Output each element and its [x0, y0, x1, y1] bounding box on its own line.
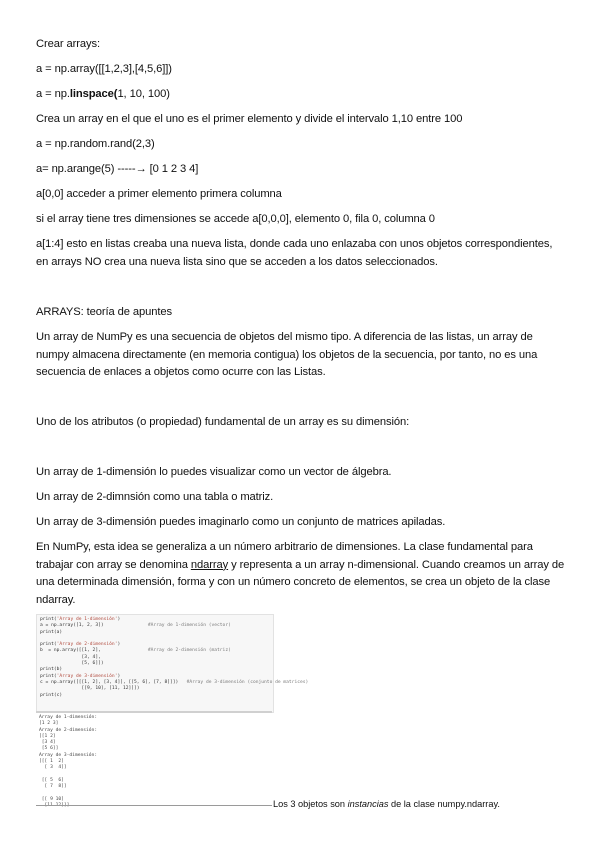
line-np-array: a = np.array([[1,2,3],[4,5,6]]) [36, 63, 172, 75]
line-np-arange: a= np.arange(5) -----→ [0 1 2 3 4] [36, 163, 199, 175]
line-slicing: a[1:4] esto en listas creaba una nueva lista, donde cada uno enlazaba con unos objetos correspondientes, en arrays NO crea una nueva lista sino que se acceden a los datos seleccionados. [36, 238, 553, 268]
output-screenshot-image [36, 713, 272, 807]
ndarray-link[interactable]: ndarray [190, 558, 229, 571]
line-np-linspace [36, 86, 566, 104]
theory-paragraph-2: Uno de los atributos (o propiedad) fundamental de un array es su dimensión: [36, 416, 410, 428]
linspace-bold: linspace( [69, 88, 118, 100]
theory-paragraph-1: Un array de NumPy es una secuencia de objetos del mismo tipo. A diferencia de las listas, un array de numpy almacena directamente (en memoria contigua) los objetos de la secuencia, por tanto, no es una secuencia de enlaces a objetos como ocurre con las Listas. [36, 331, 538, 378]
code-image-content: print('Array de 1-dimensión') a = np.array([1, 2, 3]) #Array de 1-dimensión (vector) print(a) print('Array de 2-dimensión') b = np.array([[1, 2], #Array de 2-dimensión (matriz) [3, 4], [5, 6]]) print(b) print('Array de 3-dimensión') c = np.array([[[1, 2], [3, 4]], [[5, 6], [7, 8]]]) #Array de 3-dimensión (conjunto de matrices) [[9, 10], [11, 12]]]) print(c) [40, 617, 309, 698]
para3-end: y representa a un array n-dimensional. Cuando creamos un array de una determinada dimensión, forma y con un número concreto de elementos, se crea un objeto de la clase ndarray. [36, 558, 565, 606]
code-screenshot-image [36, 614, 309, 713]
line-acceder: a[0,0] acceder a primer elemento primera columna [36, 188, 282, 200]
crear-arrays-heading: Crear arrays: [36, 38, 100, 50]
dimension-2-text: Un array de 2-dimnsión como una tabla o matriz. [36, 491, 274, 503]
linspace-suffix: 1, 10, 100) [117, 88, 170, 100]
caption-suffix: de la clase numpy.ndarray. [388, 799, 500, 809]
image-caption [273, 797, 500, 811]
caption-italic: instancias [347, 799, 389, 809]
caption-prefix: Los 3 objetos son [273, 799, 348, 809]
dimension-3-text: Un array de 3-dimensión puedes imaginarlo como un conjunto de matrices apiladas. [36, 516, 446, 528]
theory-paragraph-3 [36, 539, 566, 609]
line-np-random: a = np.random.rand(2,3) [36, 138, 155, 150]
para3-start: En NumPy, esta idea se generaliza a un número arbitrario de dimensiones. La clase fundamental para trabajar con array se denomina [36, 541, 533, 571]
dimension-1-text: Un array de 1-dimensión lo puedes visualizar como un vector de álgebra. [36, 466, 392, 478]
output-image-content: Array de 1-dimensión: [1 2 3] Array de 2-dimensión: [[1 2] [3 4] [5 6]] Array de 3-dimensión: [[[ 1 2] [ 3 4]] [[ 5 6] [ 7 8]] [[ 9 10] [39, 715, 98, 802]
linspace-prefix: a = np. [36, 88, 70, 100]
line-tres-dimensiones: si el array tiene tres dimensiones se accede a[0,0,0], elemento 0, fila 0, columna 0 [36, 213, 435, 225]
theory-heading: ARRAYS: teoría de apuntes [36, 306, 172, 318]
linspace-explanation: Crea un array en el que el uno es el primer elemento y divide el intervalo 1,10 entre 100 [36, 113, 463, 125]
image-bottom-line [36, 805, 272, 806]
